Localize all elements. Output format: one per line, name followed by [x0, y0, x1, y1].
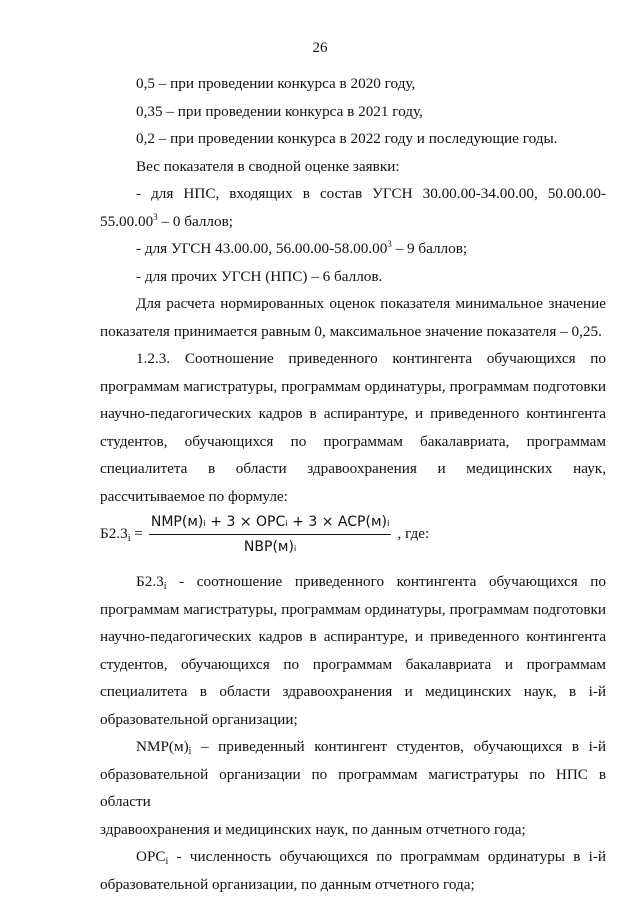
definition-b23-text: - соотношение приведенного контингента обучающихся по: [166, 573, 606, 590]
definition-b23-line5: специалитета в области здравоохранения и медицинских наук, в i-й: [100, 683, 606, 700]
weight-item-nps-score: – 0 баллов;: [157, 212, 233, 230]
definition-opc-line1: [100, 843, 606, 871]
definition-b23-term: Б2.3: [136, 573, 164, 590]
normalization-paragraph: [100, 290, 606, 345]
definition-opc-sub: i: [165, 856, 169, 867]
coef-2021-line: 0,35 – при проведении конкурса в 2021 году,: [136, 102, 423, 120]
coef-2022-line: 0,2 – при проведении конкурса в 2022 году и последующие годы.: [136, 130, 558, 147]
definition-nmp-text: – приведенный контингент студентов, обучающихся в i-й: [191, 738, 606, 755]
coef-2020-line: 0,5 – при проведении конкурса в 2020 году,: [136, 75, 416, 92]
section-1-2-3-line6: рассчитываемое по формуле:: [100, 487, 288, 505]
definition-nmp-term: NMP(м): [136, 738, 189, 755]
document-body: [100, 70, 606, 898]
weight-item-ugsn-score: – 9 баллов;: [391, 240, 468, 257]
definition-opc-term: OPC: [136, 848, 166, 865]
section-1-2-3-line2: программам магистратуры, программам ординатуры, программам подготовки: [100, 377, 606, 395]
section-1-2-3-line3: научно-педагогических кадров в аспирантуре, и приведенного контингента: [100, 405, 606, 422]
normalization-line2: показателя принимается равным 0, максимальное значение показателя – 0,25.: [100, 322, 602, 340]
definition-b23-line6: образовательной организации;: [100, 710, 298, 728]
normalization-line1: Для расчета нормированных оценок показателя минимальное значение: [136, 295, 606, 312]
footnote-ref: 3: [153, 211, 158, 222]
definition-b23-line3: научно-педагогических кадров в аспирантуре, и приведенного контингента: [100, 628, 606, 645]
formula-lhs-sub: i: [127, 533, 131, 545]
formula-denominator: NBP(м)ᵢ: [243, 538, 297, 555]
definition-b23: [100, 568, 606, 733]
weight-item-other: - для прочих УГСН (НПС) – 6 баллов.: [136, 267, 383, 285]
definition-nmp-line3: здравоохранения и медицинских наук, по данным отчетного года;: [100, 820, 526, 838]
definition-nmp-line1: [100, 733, 606, 761]
weight-heading: Вес показателя в сводной оценке заявки:: [136, 157, 400, 175]
section-1-2-3-line5: специалитета в области здравоохранения и медицинских наук,: [100, 460, 606, 477]
weight-item-nps: [100, 180, 606, 235]
formula-b23: [100, 510, 606, 558]
weight-item-nps-line2: [100, 208, 606, 236]
definition-nmp-line2: образовательной организации по программам магистратуры по НПС в области: [100, 765, 606, 810]
section-1-2-3-line4: студентов, обучающихся по программам бакалавриата, программам: [100, 432, 606, 450]
definition-opc-text: - численность обучающихся по программам ординатуры в i-й: [168, 848, 606, 865]
definition-b23-line1: [100, 568, 606, 596]
definition-b23-sub: i: [163, 581, 167, 592]
definition-opc-line2: образовательной организации, по данным отчетного года;: [100, 875, 475, 893]
section-1-2-3: [100, 345, 606, 510]
page-number: 26: [312, 40, 328, 56]
definition-b23-line4: студентов, обучающихся по программам бакалавриата и программам: [100, 655, 606, 673]
footnote-ref: 3: [387, 238, 392, 249]
formula-lhs-symbol: Б2.3: [100, 525, 128, 543]
weight-item-nps-line1: - для НПС, входящих в состав УГСН 30.00.00-34.00.00, 50.00.00-: [136, 185, 606, 202]
formula-equals: =: [130, 525, 143, 543]
formula-numerator: NMP(м)ᵢ + 3 × OPCᵢ + 3 × ACP(м)ᵢ: [149, 512, 392, 535]
section-1-2-3-line1: 1.2.3. Соотношение приведенного контингента обучающихся по: [136, 350, 606, 367]
definition-nmp-sub: i: [188, 746, 192, 757]
definition-opc: [100, 843, 606, 898]
formula-lhs: [100, 520, 143, 548]
weight-item-ugsn-text: - для УГСН 43.00.00, 56.00.00-58.00.00: [136, 240, 388, 257]
weight-item-ugsn: [100, 235, 606, 263]
formula-fraction: [149, 512, 392, 557]
definition-nmp: [100, 733, 606, 843]
weight-item-nps-code: 55.00.00: [100, 212, 154, 230]
formula-where: , где:: [397, 525, 430, 543]
definition-b23-line2: программам магистратуры, программам ординатуры, программам подготовки: [100, 600, 606, 618]
